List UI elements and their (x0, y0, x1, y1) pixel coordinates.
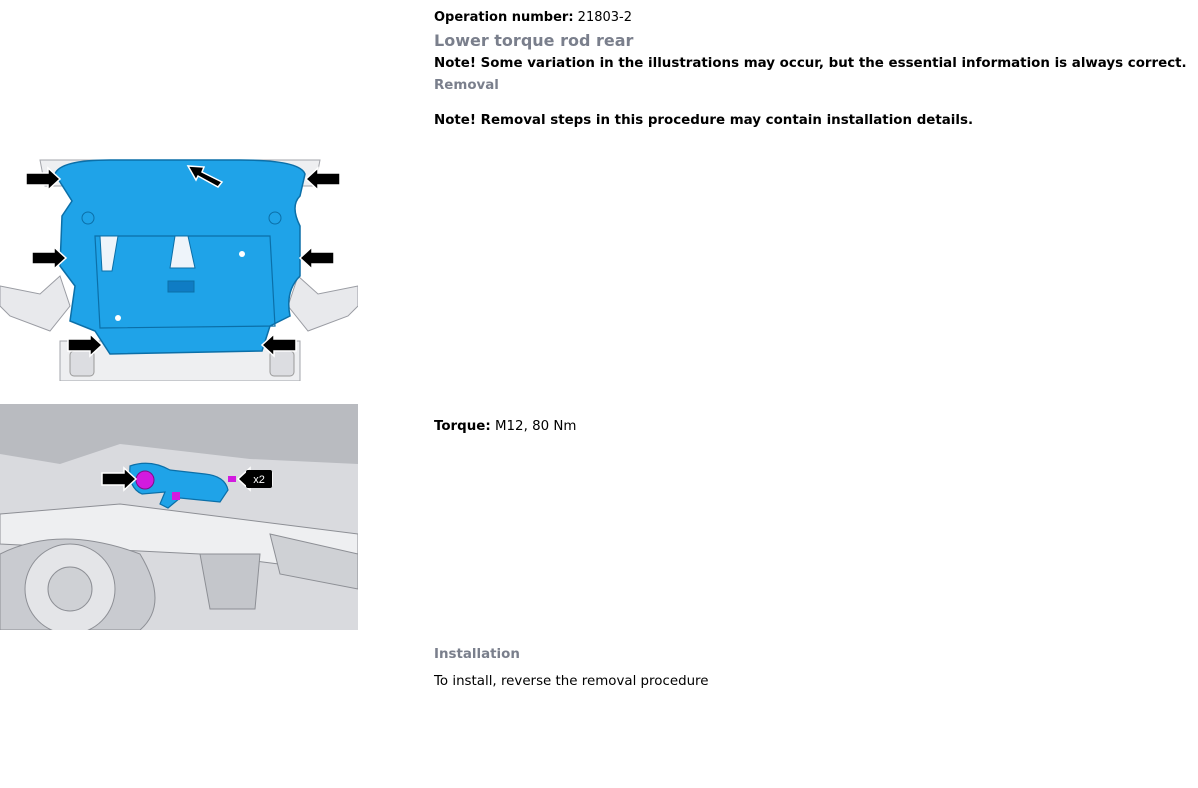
torque-rod-illustration (0, 404, 358, 630)
page-title: Lower torque rod rear (434, 31, 634, 50)
operation-number-line (434, 9, 632, 26)
removal-note: Note! Removal steps in this procedure may contain installation details. (434, 113, 974, 128)
torque-spec (434, 418, 576, 435)
installation-text: To install, reverse the removal procedure (434, 674, 709, 689)
splash-shield-illustration (0, 156, 358, 381)
installation-heading: Installation (434, 647, 520, 662)
torque-label: Torque: (434, 419, 491, 434)
operation-number-label: Operation number: (434, 10, 574, 25)
removal-heading: Removal (434, 78, 499, 93)
x2-callout: x2 (253, 474, 265, 486)
illustration-note: Note! Some variation in the illustrations may occur, but the essential information is always correct. (434, 56, 1187, 71)
operation-number-value: 21803-2 (577, 10, 632, 25)
torque-value: M12, 80 Nm (494, 419, 577, 434)
